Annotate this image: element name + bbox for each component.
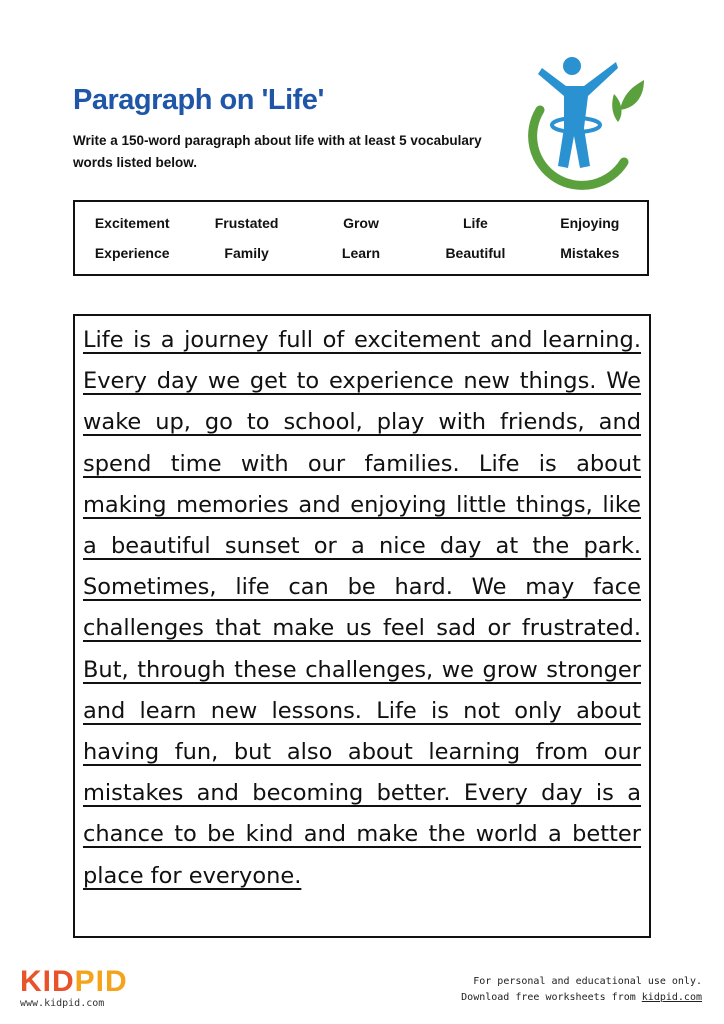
vocabulary-box: [73, 200, 649, 276]
brand-main: KID: [20, 965, 75, 998]
vocab-word: Life: [462, 215, 488, 231]
vocab-word: Excitement: [94, 215, 170, 231]
footer-note: [461, 974, 702, 1006]
footer-note-line2: [461, 990, 702, 1006]
vocab-word: Frustated: [214, 215, 279, 231]
vocab-word: Beautiful: [445, 245, 506, 261]
paragraph-box: [73, 314, 651, 938]
person-with-leaf-logo: [520, 50, 650, 190]
vocab-word: Enjoying: [560, 215, 620, 231]
footer-url: www.kidpid.com: [20, 998, 105, 1009]
footer-note-prefix: Download free worksheets from: [461, 992, 642, 1003]
footer-link[interactable]: kidpid.com: [641, 992, 702, 1003]
footer-note-line1: For personal and educational use only.: [473, 976, 702, 987]
kidpid-logo: [20, 965, 128, 999]
worksheet-title: Paragraph on 'Life': [73, 84, 324, 116]
worksheet-instructions: Write a 150-word paragraph about life with at least 5 vocabulary words listed below.: [73, 133, 482, 170]
vocab-word: Grow: [343, 215, 379, 231]
brand-accent: PID: [74, 965, 128, 998]
vocab-word: Learn: [341, 245, 381, 261]
vocab-word: Experience: [94, 245, 170, 261]
vocab-word: Mistakes: [560, 245, 620, 261]
paragraph-text: Life is a journey full of excitement and learning. Every day we get to experience new things. We wake up, go to school, play with friends, and spend time with our families. Life is about making memories and enjoying little things, like a beautiful sunset or a nice day at the park. Sometimes, life can be hard. We may face challenges that make us feel sad or frustrated. But, through these challenges, we grow stronger and learn new lessons. Life is not only about having fun, but also about learning from our mistakes and becoming better. Every day is a chance to be kind and make the world a better place for everyone.: [83, 327, 641, 889]
vocab-word: Family: [224, 245, 269, 261]
